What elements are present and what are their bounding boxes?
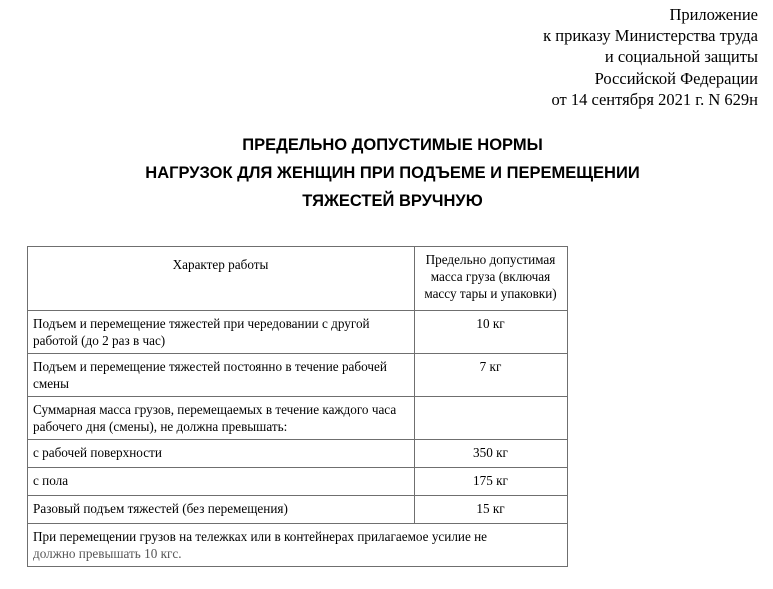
- row-mass: 15 кг: [415, 496, 568, 524]
- appendix-line-date: от 14 сентября 2021 г. N 629н: [551, 89, 758, 109]
- note-text-continued: должно превышать 10 кгс.: [33, 546, 182, 561]
- row-work: Суммарная масса грузов, перемещаемых в течение каждого часа рабочего дня (смены), не должна превышать:: [28, 397, 415, 440]
- title-line-3: ТЯЖЕСТЕЙ ВРУЧНУЮ: [302, 192, 483, 210]
- appendix-line-ministry: и социальной защиты: [604, 47, 758, 67]
- appendix-line-order: к приказу Министерства труда: [543, 26, 758, 46]
- title-line-2: НАГРУЗОК ДЛЯ ЖЕНЩИН ПРИ ПОДЪЕМЕ И ПЕРЕМЕЩЕНИИ: [145, 164, 640, 182]
- table-row: [28, 496, 568, 524]
- row-work: с рабочей поверхности: [28, 440, 415, 468]
- title-line-1: ПРЕДЕЛЬНО ДОПУСТИМЫЕ НОРМЫ: [242, 136, 543, 154]
- table-row: [28, 354, 568, 397]
- appendix-line-country: Российской Федерации: [594, 68, 758, 88]
- norms-table: [27, 246, 568, 567]
- table-row: [28, 397, 568, 440]
- note-text: При перемещении грузов на тележках или в контейнерах прилагаемое усилие не: [33, 529, 488, 544]
- table-note: [28, 524, 568, 567]
- table-note-row: [28, 524, 568, 567]
- row-work: с пола: [28, 468, 415, 496]
- row-mass: [415, 397, 568, 440]
- table-row: [28, 311, 568, 354]
- row-mass: 10 кг: [415, 311, 568, 354]
- table-row: [28, 468, 568, 496]
- appendix-block: [543, 4, 758, 110]
- header-work-type: Характер работы: [28, 247, 415, 311]
- row-work: Разовый подъем тяжестей (без перемещения): [28, 496, 415, 524]
- table-header-row: [28, 247, 568, 311]
- row-work: Подъем и перемещение тяжестей постоянно в течение рабочей смены: [28, 354, 415, 397]
- document-title: [0, 131, 773, 215]
- header-max-mass: Предельно допустимая масса груза (включая массу тары и упаковки): [415, 247, 568, 311]
- row-mass: 175 кг: [415, 468, 568, 496]
- appendix-line-title: Приложение: [669, 5, 758, 24]
- row-mass: 350 кг: [415, 440, 568, 468]
- row-work: Подъем и перемещение тяжестей при чередовании с другой работой (до 2 раз в час): [28, 311, 415, 354]
- table-row: [28, 440, 568, 468]
- row-mass: 7 кг: [415, 354, 568, 397]
